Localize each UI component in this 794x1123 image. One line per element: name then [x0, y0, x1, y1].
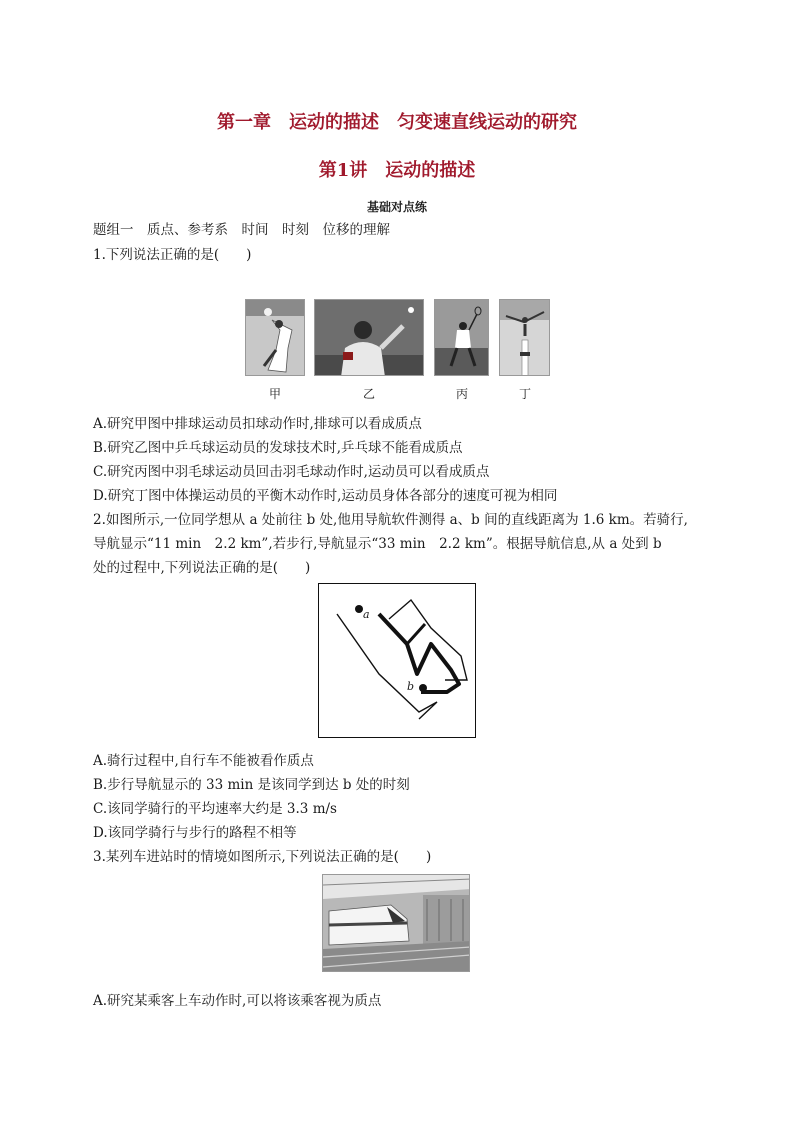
question-1-option-a: A.研究甲图中排球运动员扣球动作时,排球可以看成质点 [93, 416, 422, 432]
question-1-option-b: B.研究乙图中乒乓球运动员的发球技术时,乒乓球不能看成质点 [93, 440, 463, 456]
question-2-option-d: D.该同学骑行与步行的路程不相等 [93, 825, 297, 841]
point-a-marker [355, 605, 363, 613]
route-map [318, 583, 476, 738]
lesson-title: 第1讲 运动的描述 [318, 160, 476, 181]
question-2-option-c: C.该同学骑行的平均速率大约是 3.3 m/s [93, 801, 337, 817]
badminton-photo [434, 299, 489, 376]
photo-label-bing: 丙 [455, 387, 468, 401]
chapter-title: 第一章 运动的描述 匀变速直线运动的研究 [217, 112, 577, 133]
question-3-option-a: A.研究某乘客上车动作时,可以将该乘客视为质点 [93, 993, 382, 1009]
map-label-a: a [363, 608, 370, 621]
question-2-stem-line2: 导航显示“11 min 2.2 km”,若步行,导航显示“33 min 2.2 km”。根据导航信息,从 a 处到 b [93, 536, 662, 552]
map-label-b: b [407, 680, 415, 693]
volleyball-photo [245, 299, 305, 376]
question-3-stem: 3.某列车进站时的情境如图所示,下列说法正确的是( ) [93, 849, 432, 865]
question-1-option-c: C.研究丙图中羽毛球运动员回击羽毛球动作时,运动员可以看成质点 [93, 464, 490, 480]
route-map-drawing [319, 584, 475, 737]
photo-label-yi: 乙 [362, 387, 375, 401]
group-heading: 题组一 质点、参考系 时间 时刻 位移的理解 [93, 222, 390, 238]
photo-label-jia: 甲 [268, 387, 281, 401]
train-station-photo [322, 874, 470, 972]
question-2-stem-line1: 2.如图所示,一位同学想从 a 处前往 b 处,他用导航软件测得 a、b 间的直线距离为 1.6 km。若骑行, [93, 512, 688, 528]
question-2-option-b: B.步行导航显示的 33 min 是该同学到达 b 处的时刻 [93, 777, 410, 793]
gymnastics-photo [499, 299, 550, 376]
point-b-marker [419, 684, 427, 692]
question-2-stem-line3: 处的过程中,下列说法正确的是( ) [93, 560, 311, 576]
question-1-stem: 1.下列说法正确的是( ) [93, 247, 252, 263]
question-1-option-d: D.研究丁图中体操运动员的平衡木动作时,运动员身体各部分的速度可视为相同 [93, 488, 558, 504]
question-2-option-a: A.骑行过程中,自行车不能被看作质点 [93, 753, 314, 769]
photo-label-ding: 丁 [518, 387, 531, 401]
pingpong-photo [314, 299, 424, 376]
section-heading: 基础对点练 [366, 200, 427, 214]
